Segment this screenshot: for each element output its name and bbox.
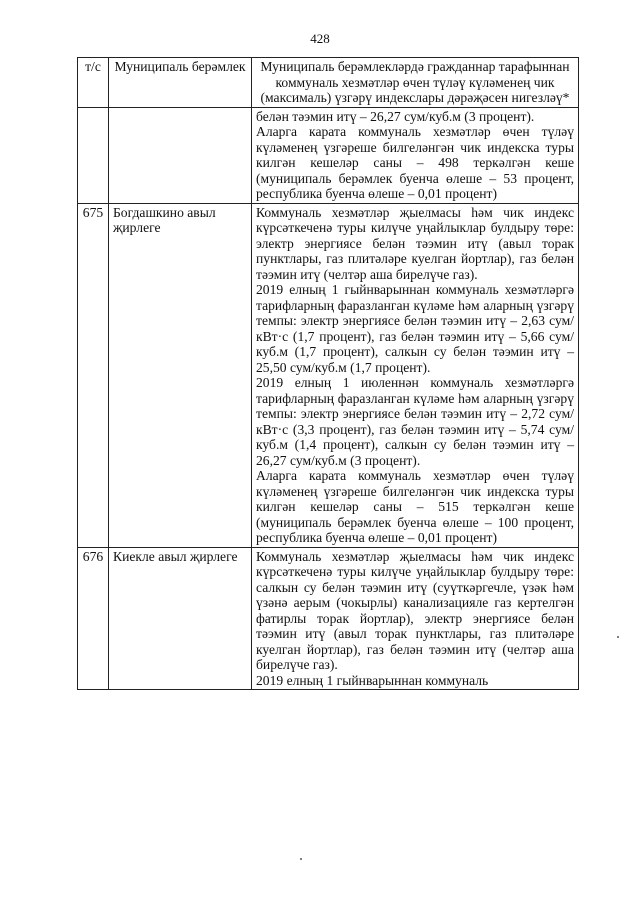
row-description xyxy=(252,547,579,690)
table-row xyxy=(78,203,579,547)
table-header-row xyxy=(78,58,579,108)
paragraph: Аларга карата коммуналь хезмәтләр өчен түләү күләменең үзгәреше билгеләнгән чик индекска туры килгән кешеләр саны – 498 теркәлгән кеше (муниципаль берәмлек буенча өлеше – 53 процент, республика буенча өлеше – 0,01 процент) xyxy=(256,124,574,201)
table-row xyxy=(78,547,579,690)
header-num: т/с xyxy=(78,58,109,108)
row-description xyxy=(252,203,579,547)
row-municipality: Киекле авыл җирлеге xyxy=(109,547,252,690)
paragraph: 2019 елның 1 гыйнварыннан коммуналь xyxy=(256,672,489,688)
page-number: 428 xyxy=(310,31,330,46)
row-municipality: Богдашкино авыл җирлеге xyxy=(109,203,252,547)
header-municipality: Муниципаль берәмлек xyxy=(109,58,252,108)
row-num: 676 xyxy=(78,547,109,690)
paragraph: 2019 елның 1 июленнән коммуналь хезмәтләргә тарифларның фаразланган күләме һәм аларның үзгәрү темпы: электр энергиясе белән тәэмин итү – 2,72 сум/кВт·с (3,3 процент), газ белән тәэмин итү – 5,74 сум/куб.м (1,4 процент), салкын су белән тәэмин итү – 26,27 сум/куб.м (3 процент). xyxy=(256,375,574,468)
paragraph: белән тәэмин итү – 26,27 сум/куб.м (3 процент). xyxy=(256,108,535,124)
scan-speck xyxy=(617,636,619,638)
header-description: Муниципаль берәмлекләрдә гражданнар тарафыннан коммуналь хезмәтләр өчен түләү күләменең чик (максималь) үзгәрү индекслары дәрәҗәсен нигезләү* xyxy=(252,58,579,108)
row-municipality xyxy=(109,107,252,203)
table-row xyxy=(78,107,579,203)
row-num: 675 xyxy=(78,203,109,547)
scan-speck xyxy=(300,858,302,860)
paragraph: Коммуналь хезмәтләр җыелмасы һәм чик индекс күрсәткеченә туры килүче уңайлыклар булдыру төре: электр энергиясе белән тәэмин итү (авыл торак пунктлары, газ плитәләре куелган йортлар), газ белән тәэмин итү (челтәр аша бирелүче газ). xyxy=(256,204,574,282)
paragraph: 2019 елның 1 гыйнварыннан коммуналь хезмәтләргә тарифларның фаразланган күләме һәм аларның үзгәрү темпы: электр энергиясе белән тәэмин итү – 2,63 сум/кВт·с (1,7 процент), газ белән тәэмин итү – 5,66 сум/куб.м (1,7 процент), салкын су белән тәэмин итү – 25,50 сум/куб.м (1,7 процент). xyxy=(256,282,574,375)
tariff-table xyxy=(77,57,579,690)
row-description xyxy=(252,107,579,203)
paragraph: Аларга карата коммуналь хезмәтләр өчен түләү күләменең үзгәреше билгеләнгән чик индекска туры килгән кешеләр саны – 515 теркәлгән кеше (муниципаль берәмлек буенча өлеше – 100 процент, республика буенча өлеше – 0,01 процент) xyxy=(256,468,574,545)
row-num xyxy=(78,107,109,203)
paragraph: Коммуналь хезмәтләр җыелмасы һәм чик индекс күрсәткеченә туры килүче уңайлыклар булдыру төре: салкын су белән тәэмин итү (суүткәргечле, үзәк һәм үзәнә аерым (чокырлы) канализацияле газ кертелгән фатирлы торак йортлар), электр энергиясе белән тәэмин итү (авыл торак пунктлары, газ плитәләре куелган йортлар), газ белән тәэмин итү (челтәр аша бирелүче газ). xyxy=(256,548,574,672)
